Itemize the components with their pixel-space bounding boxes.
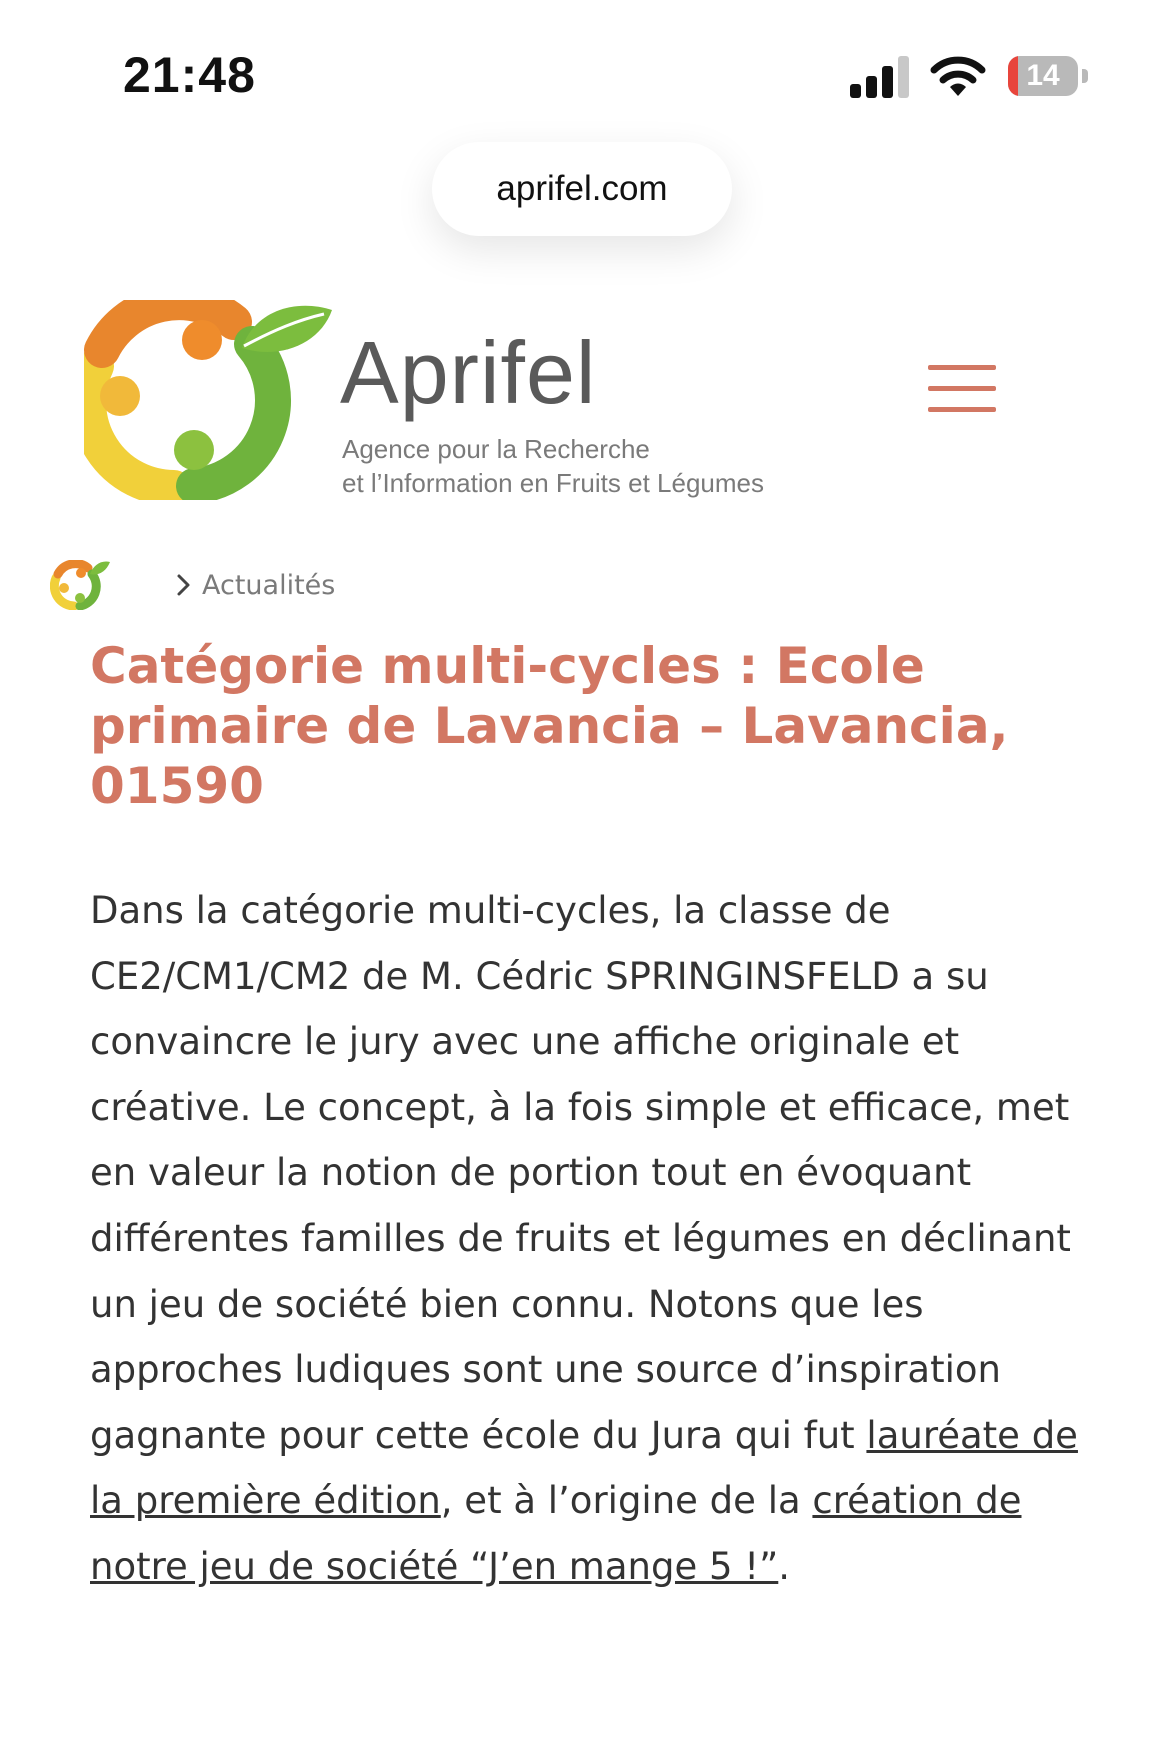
link-premiere-edition[interactable]: lauréate de la première édition bbox=[90, 1413, 1078, 1523]
status-time: 21:48 bbox=[123, 47, 256, 103]
address-bar[interactable] bbox=[432, 142, 732, 236]
page-title: Catégorie multi-cycles : Ecole primaire de Lavancia – Lavancia, 01590 bbox=[90, 637, 1009, 815]
wifi-icon bbox=[930, 54, 986, 98]
article-body bbox=[90, 878, 1090, 1600]
brand-name: Aprifel bbox=[340, 323, 597, 422]
aprifel-logo-icon[interactable] bbox=[84, 300, 336, 500]
link-jeu-de-societe[interactable]: création de notre jeu de société “J’en mange 5 !” bbox=[90, 1479, 1022, 1588]
chevron-right-icon bbox=[174, 570, 194, 600]
battery-icon bbox=[1008, 56, 1088, 100]
breadcrumb bbox=[50, 560, 335, 610]
brand-tagline: Agence pour la Recherche et l’Information en Fruits et Légumes bbox=[342, 434, 764, 498]
article-text-intro: Dans la catégorie multi-cycles, la classe de CE2/CM1/CM2 de M. Cédric SPRINGINSFELD a su convaincre le jury avec une affiche originale et créative. Le concept, à la fois simple et efficace, met en valeur la notion de portion tout en évoquant différentes familles de fruits et légumes en déclinant un jeu de société bien connu. Notons que les approches ludiques sont une source d’inspiration gagnante pour cette école du Jura qui fut bbox=[90, 889, 1071, 1457]
battery-level-text: 14 bbox=[1026, 59, 1060, 92]
cellular-signal-icon bbox=[850, 56, 912, 98]
article-text-end: . bbox=[778, 1544, 791, 1588]
hamburger-menu-icon[interactable] bbox=[928, 365, 996, 413]
article-text-middle: , et à l’origine de la bbox=[440, 1479, 813, 1523]
status-bar bbox=[0, 0, 1170, 150]
address-bar-url: aprifel.com bbox=[496, 169, 668, 208]
breadcrumb-home-icon[interactable] bbox=[50, 560, 110, 610]
breadcrumb-current[interactable]: Actualités bbox=[202, 569, 336, 601]
